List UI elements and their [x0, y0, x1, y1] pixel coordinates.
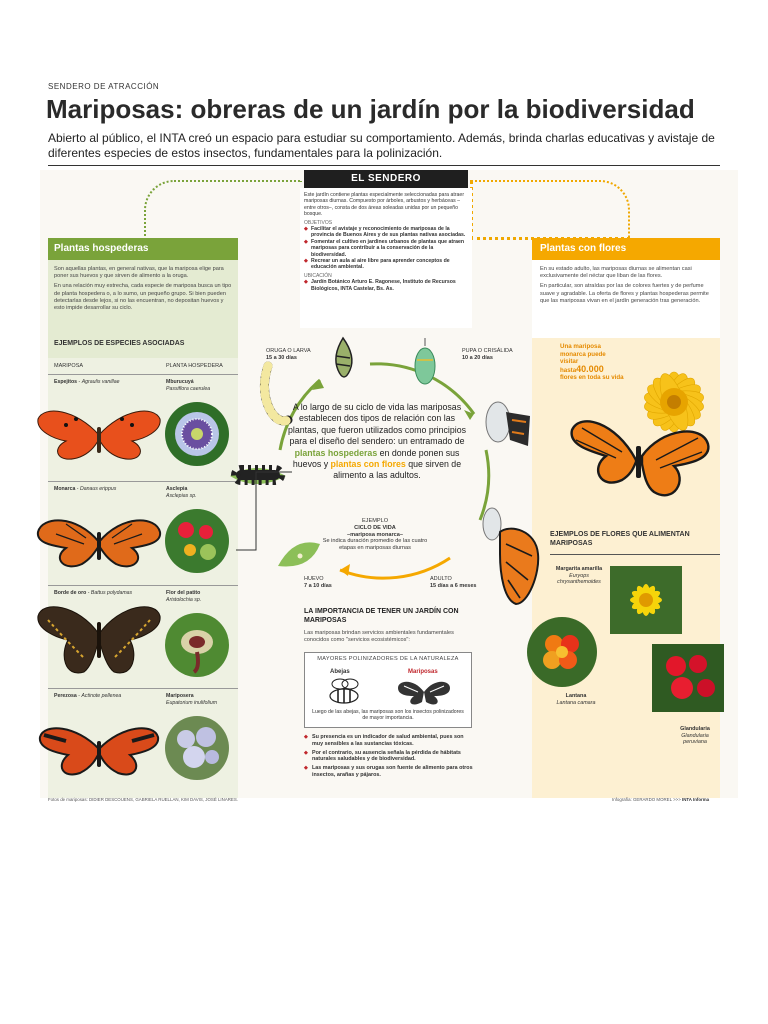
title-rule	[48, 165, 720, 166]
ejemplos-flores-heading: EJEMPLOS DE FLORES QUE ALIMENTAN MARIPOSAS	[550, 531, 690, 547]
ejemplos-flores-rule	[550, 554, 720, 555]
polinizadores-heading: MAYORES POLINIZADORES DE LA NATURALEZA	[317, 656, 459, 662]
lantana-image	[526, 616, 598, 688]
butterfly-monarca-image	[36, 510, 162, 574]
objetivo-item: ◆ Facilitar el avistaje y reconocimiento de mariposas de la provincia de Buenos Aires y de sus plantas nativas asociadas.	[304, 226, 468, 239]
huevo-label: HUEVO 7 a 10 días	[304, 576, 332, 589]
sendero-intro: Este jardín contiene plantas especialmente seleccionadas para atraer mariposas diurnas. Compuesto por árboles, arbustos y herbáceas –entre otros–, consta de dos áreas soleadas unidas por un pequeño bosque.	[304, 192, 465, 218]
importancia-item: ◆ Su presencia es un indicador de salud ambiental, pues son muy sensibles a las sustancias tóxicas.	[304, 734, 476, 748]
butterfly-name: Perezosa - Actinote pellenea	[54, 693, 122, 699]
butterfly-perezosa-image	[36, 719, 162, 783]
emerging-butterfly-image	[476, 392, 536, 462]
importancia-title: LA IMPORTANCIA DE TENER UN JARDÍN CON MARIPOSAS	[304, 608, 459, 624]
species-row	[48, 374, 238, 476]
plant-mariposera-image	[164, 715, 230, 781]
dotted-connector-right	[470, 180, 630, 240]
butterfly-icon	[394, 678, 454, 708]
hospederas-p1: Son aquellas plantas, en general nativas, que la mariposa elige para poner sus huevos y que sirven de alimento a la oruga.	[54, 266, 224, 280]
plant-name: Mariposera Eupatorium inulifolium	[166, 693, 218, 706]
sendero-box	[300, 188, 472, 328]
ubicacion-label: UBICACIÓN	[304, 272, 332, 279]
bee-icon	[320, 678, 368, 708]
oruga-label: ORUGA O LARVA 15 a 30 días	[266, 348, 311, 361]
species-row	[48, 585, 238, 687]
hospederas-heading: Plantas hospederas	[48, 238, 238, 260]
plant-name: Mburucuyá Passiflora caerulea	[166, 379, 211, 392]
butterfly-name: Borde de oro - Battus polydamas	[54, 590, 133, 596]
ejemplos-especies-heading: EJEMPLOS DE ESPECIES ASOCIADAS	[54, 340, 185, 347]
adult-butterfly-emerged-image	[474, 504, 544, 614]
objetivos-list	[304, 226, 468, 271]
glandularia-image	[652, 644, 724, 712]
adulto-label: ADULTO 15 días a 6 meses	[430, 576, 477, 589]
col-planta-header: PLANTA HOSPEDERA	[166, 363, 223, 369]
cycle-center-text: A lo largo de su ciclo de vida las mariposas establecen dos tipos de relación con las plantas, que fueron utilizados como principios para el diseño del sendero: un entramado de plantas hospederas en donde ponen sus huevos y plantas con flores que sirven de alimento a las adultos.	[288, 402, 466, 481]
polinizadores-caption: Luego de las abejas, las mariposas son los insectos polinizadores de mayor importancia.	[312, 709, 464, 722]
section-kicker: SENDERO DE ATRACCIÓN	[48, 82, 160, 91]
flower-label: Glandularia Glandularia peruviana	[680, 726, 710, 746]
deck-text: Abierto al público, el INTA creó un espacio para estudiar su comportamiento. Además, brinda charlas educativas y avistaje de diferentes especies de estos insectos, fundamentales para la polinización.	[48, 131, 715, 160]
margarita-amarilla-image	[610, 566, 682, 634]
col-mariposa-header: MARIPOSA	[54, 363, 84, 369]
flower-label: Lantana Lantana camara	[556, 693, 596, 706]
flores-heading: Plantas con flores	[532, 238, 720, 260]
connector-line	[236, 470, 296, 554]
flower-label: Margarita amarilla Euryops chrysanthemoides	[555, 566, 603, 586]
flores-panel	[532, 260, 720, 338]
ubicacion-text: ◆ Jardín Botánico Arturo E. Ragonese, Instituto de Recursos Biológicos, INTA Castelar, Bs. As.	[304, 279, 468, 292]
pupa-forming-image	[328, 336, 358, 392]
mariposas-label: Mariposas	[408, 669, 438, 675]
butterfly-name: Espejitos - Agraulis vanillae	[54, 379, 120, 385]
flores-p2: En particular, son atraídas por las de colores fuertes y de perfume suave y agradable. La oferta de flores y plantas hospederas permite que las mariposas vivan en el jardín generación tras generación.	[540, 283, 709, 304]
plant-mburucuya-image	[164, 401, 230, 467]
butterfly-espejitos-image	[36, 405, 162, 467]
ejemplo-ciclo-caption: EJEMPLO CICLO DE VIDA –mariposa monarca– Se indica duración promedio de las cuatro etapas en mariposas diurnas	[322, 518, 428, 552]
plant-flor-del-patito-image	[164, 612, 230, 678]
dotted-connector-left	[144, 180, 302, 240]
objetivo-item: ◆ Fomentar el cultivo en jardines urbanos de plantas que atraen mariposas para contribuir a la conservación de la biodiversidad.	[304, 239, 468, 258]
infographic-credits: Infografía: GERARDO MOREL >>> INTA Informa	[612, 797, 710, 802]
species-row	[48, 688, 238, 790]
butterfly-name: Monarca - Danaus erippus	[54, 486, 117, 492]
objetivo-item: ◆ Recrear un aula al aire libre para aprender conceptos de educación ambiental.	[304, 258, 468, 271]
plant-asclepia-image	[164, 508, 230, 574]
species-row	[48, 481, 238, 583]
photo-credits: Fotos de mariposas: DIDIER DESCOUENS, GABRIELA RUELLAN, KIM DAVIS, JOSÉ LINARES.	[48, 797, 238, 802]
importancia-body: Las mariposas brindan servicios ambientales fundamentales conocidos como "servicios ecosistémicos":	[304, 630, 454, 643]
abejas-label: Abejas	[330, 669, 350, 675]
plant-name: Flor del patito Aristolochia sp.	[166, 590, 202, 603]
monarca-on-flower-image	[566, 406, 716, 516]
flores-p1: En su estado adulto, las mariposas diurnas se alimentan casi exclusivamente del néctar que liban de las flores.	[540, 266, 692, 280]
objetivos-label: OBJETIVOS	[304, 219, 333, 226]
importancia-item: ◆ Por el contrario, su ausencia señala la pérdida de hábitats naturales saludables y de biodiversidad.	[304, 750, 476, 764]
hospederas-p2: En una relación muy estrecha, cada especie de mariposa busca un tipo de planta hospedera o, a lo sumo, un pequeño grupo. Si bien pueden detectarlas desde lejos, si no las encuentran, no depositan huevos y esto impide desarrollar su ciclo.	[54, 283, 232, 312]
chrysalis-image	[410, 338, 440, 394]
plant-name: Asclepia Asclepias sp.	[166, 486, 197, 499]
butterfly-borde-de-oro-image	[34, 598, 164, 688]
pupa-label: PUPA O CRISÁLIDA 10 a 20 días	[462, 348, 513, 361]
sendero-heading: EL SENDERO	[304, 170, 468, 188]
importancia-list	[304, 734, 476, 781]
page-title: Mariposas: obreras de un jardín por la biodiversidad	[46, 94, 695, 124]
importancia-item: ◆ Las mariposas y sus orugas son fuente de alimento para otros insectos, arañas y pájaros.	[304, 765, 476, 779]
monarca-visits-note: Una mariposa monarca puede visitar hasta40.000 flores en toda su vida	[560, 343, 624, 382]
